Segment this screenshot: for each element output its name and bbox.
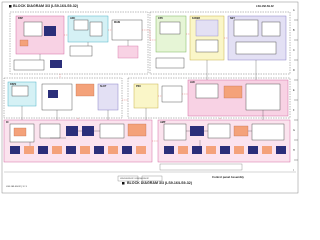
chip-mr-3: [162, 86, 182, 102]
label-b10: LED: [190, 80, 195, 84]
page-title-right: LS9-16/LS9-32: [256, 4, 274, 8]
chip-yellow-inner: [196, 20, 218, 36]
chip-green-1: [160, 22, 180, 34]
margin-letter: F: [293, 109, 295, 112]
chip-dark-top-left: [44, 26, 56, 36]
chip-orange-top-left: [20, 40, 28, 46]
label-b1: DSP: [18, 16, 23, 20]
label-b12: AMP: [160, 120, 166, 124]
legend-box: [160, 164, 242, 170]
chip-orange-ml: [76, 84, 94, 96]
chip-top-mid-1: [74, 20, 88, 30]
label-b3: MAIN: [114, 20, 121, 24]
chip-dark-bl-2: [82, 126, 94, 136]
margin-letter: I: [293, 169, 294, 172]
margin-letter: C: [293, 49, 295, 52]
chip-tr-bottom: [156, 58, 184, 68]
chip-top-left-1: [24, 22, 42, 36]
chip-top-mid-3: [70, 46, 92, 56]
chip-orange-br: [234, 126, 248, 136]
chip-lav-1: [234, 20, 258, 36]
chip-ml-1: [10, 82, 28, 96]
label-b2: ADC: [70, 16, 76, 20]
chip-mr-2: [246, 84, 280, 110]
footer-page-ref: LS9-16/LS9-32 / LS9-16/LS9-32: [120, 177, 149, 180]
margin-letter: E: [293, 89, 295, 92]
channel-strip-row-right: [164, 146, 286, 154]
chip-dark-br: [190, 126, 204, 136]
label-b8: SLOT: [100, 84, 107, 88]
label-b11: IO: [6, 120, 9, 124]
label-b9: PSU: [136, 84, 141, 88]
chip-bottom-left: [14, 60, 44, 70]
footer-note: Control panel Assembly: [212, 175, 244, 179]
chip-orange-bl-2: [128, 124, 146, 136]
margin-letter: A: [293, 9, 295, 12]
margin-letter: G: [293, 129, 295, 132]
chip-yellow-inner-2: [196, 40, 218, 52]
footer-title-marker: [122, 182, 125, 185]
label-b6: NET: [230, 16, 235, 20]
chip-br-2: [208, 124, 230, 138]
title-marker: [9, 5, 12, 8]
chip-dark-bl-1: [66, 126, 78, 136]
chip-br-1: [164, 124, 186, 140]
chip-lav-2: [262, 22, 280, 36]
margin-letter: D: [293, 69, 295, 72]
footer-code: LS9-16/LS9-32 | 3 / 3: [6, 186, 27, 188]
chip-top-mid-2: [90, 22, 102, 36]
chip-orange-mr: [224, 86, 242, 98]
margin-letter: B: [293, 29, 295, 32]
footer-title: BLOCK DIAGRAM 3/3 (LS9-16/LS9-32): [127, 181, 192, 185]
block-pink-small: [118, 46, 138, 58]
chip-dark-2: [50, 60, 62, 68]
label-b4: CPU: [158, 16, 164, 20]
page-title: BLOCK DIAGRAM 3/3 (LS9-16/LS9-32): [13, 4, 78, 8]
chip-bl-2: [40, 124, 60, 138]
chip-bl-3: [100, 124, 124, 138]
label-b7: DSP2: [10, 82, 17, 86]
label-b5: FADER: [192, 16, 201, 20]
chip-br-3: [252, 124, 284, 140]
chip-dark-ml: [48, 90, 58, 98]
chip-lav-3: [236, 42, 276, 54]
margin-letters: [293, 10, 299, 190]
margin-letter: H: [293, 149, 295, 152]
chip-orange-bl: [14, 128, 26, 136]
chip-mr-1: [196, 84, 218, 98]
